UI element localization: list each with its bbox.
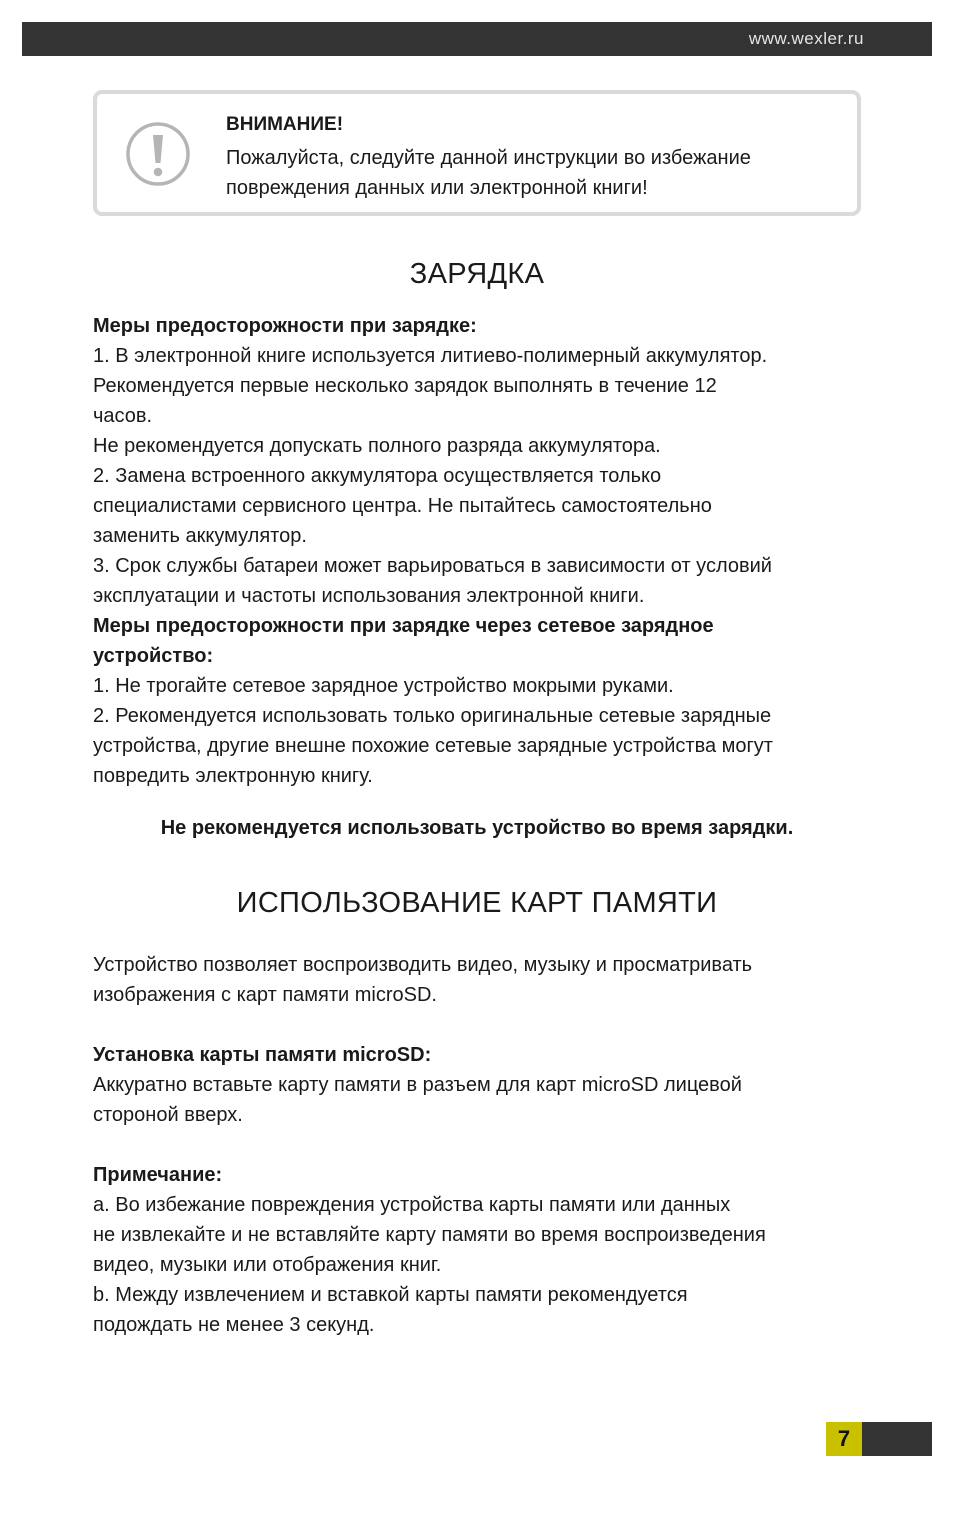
text-line: эксплуатации и частоты использования электронной книги. xyxy=(93,585,645,607)
warning-text xyxy=(226,143,846,203)
header-url: www.wexler.ru xyxy=(748,29,864,48)
text-line: не извлекайте и не вставляйте карту памяти во время воспроизведения xyxy=(93,1224,766,1246)
text-line: 3. Срок службы батареи может варьироваться в зависимости от условий xyxy=(93,555,772,577)
text-line: подождать не менее 3 секунд. xyxy=(93,1314,375,1336)
text-line: изображения с карт памяти microSD. xyxy=(93,984,437,1006)
warning-box xyxy=(93,90,861,216)
section-heading-memory: ИСПОЛЬЗОВАНИЕ КАРТ ПАМЯТИ xyxy=(236,887,718,919)
charging-note: Не рекомендуется использовать устройство во время зарядки. xyxy=(160,817,794,839)
footer-bar xyxy=(862,1422,932,1456)
subheading: Меры предосторожности при зарядке через сетевое зарядное xyxy=(93,615,714,637)
memory-install xyxy=(93,1040,883,1130)
memory-notes xyxy=(93,1160,883,1340)
text-line: Аккуратно вставьте карту памяти в разъем для карт microSD лицевой xyxy=(93,1074,742,1096)
text-line: Рекомендуется первые несколько зарядок выполнять в течение 12 xyxy=(93,375,717,397)
text-line: 1. Не трогайте сетевое зарядное устройство мокрыми руками. xyxy=(93,675,674,697)
subheading: Меры предосторожности при зарядке: xyxy=(93,315,477,337)
text-line: часов. xyxy=(93,405,153,427)
text-line: Устройство позволяет воспроизводить видео, музыку и просматривать xyxy=(93,954,753,976)
memory-intro xyxy=(93,950,883,1010)
header-bar xyxy=(22,22,932,56)
subheading: Установка карты памяти microSD: xyxy=(93,1044,432,1066)
text-line: Не рекомендуется допускать полного разряда аккумулятора. xyxy=(93,435,661,457)
text-line: видео, музыки или отображения книг. xyxy=(93,1254,442,1276)
warning-title: ВНИМАНИЕ! xyxy=(226,114,344,135)
text-line: специалистами сервисного центра. Не пытайтесь самостоятельно xyxy=(93,495,712,517)
warning-line: Пожалуйста, следуйте данной инструкции во избежание xyxy=(226,147,751,169)
text-line: 2. Рекомендуется использовать только оригинальные сетевые зарядные xyxy=(93,705,772,727)
text-line: повредить электронную книгу. xyxy=(93,765,373,787)
text-line: a. Во избежание повреждения устройства карты памяти или данных xyxy=(93,1194,731,1216)
text-line: устройства, другие внешне похожие сетевые зарядные устройства могут xyxy=(93,735,773,757)
text-line: стороной вверх. xyxy=(93,1104,243,1126)
text-line: 2. Замена встроенного аккумулятора осуществляется только xyxy=(93,465,662,487)
subheading: устройство: xyxy=(93,645,214,667)
text-line: заменить аккумулятор. xyxy=(93,525,307,547)
charging-section xyxy=(93,311,883,791)
subheading: Примечание: xyxy=(93,1164,223,1186)
page-number: 7 xyxy=(826,1422,862,1456)
exclamation-circle-icon xyxy=(125,121,191,192)
warning-line: повреждения данных или электронной книги! xyxy=(226,177,648,199)
text-line: 1. В электронной книге используется литиево-полимерный аккумулятор. xyxy=(93,345,768,367)
section-heading-charging: ЗАРЯДКА xyxy=(409,258,545,290)
text-line: b. Между извлечением и вставкой карты памяти рекомендуется xyxy=(93,1284,688,1306)
